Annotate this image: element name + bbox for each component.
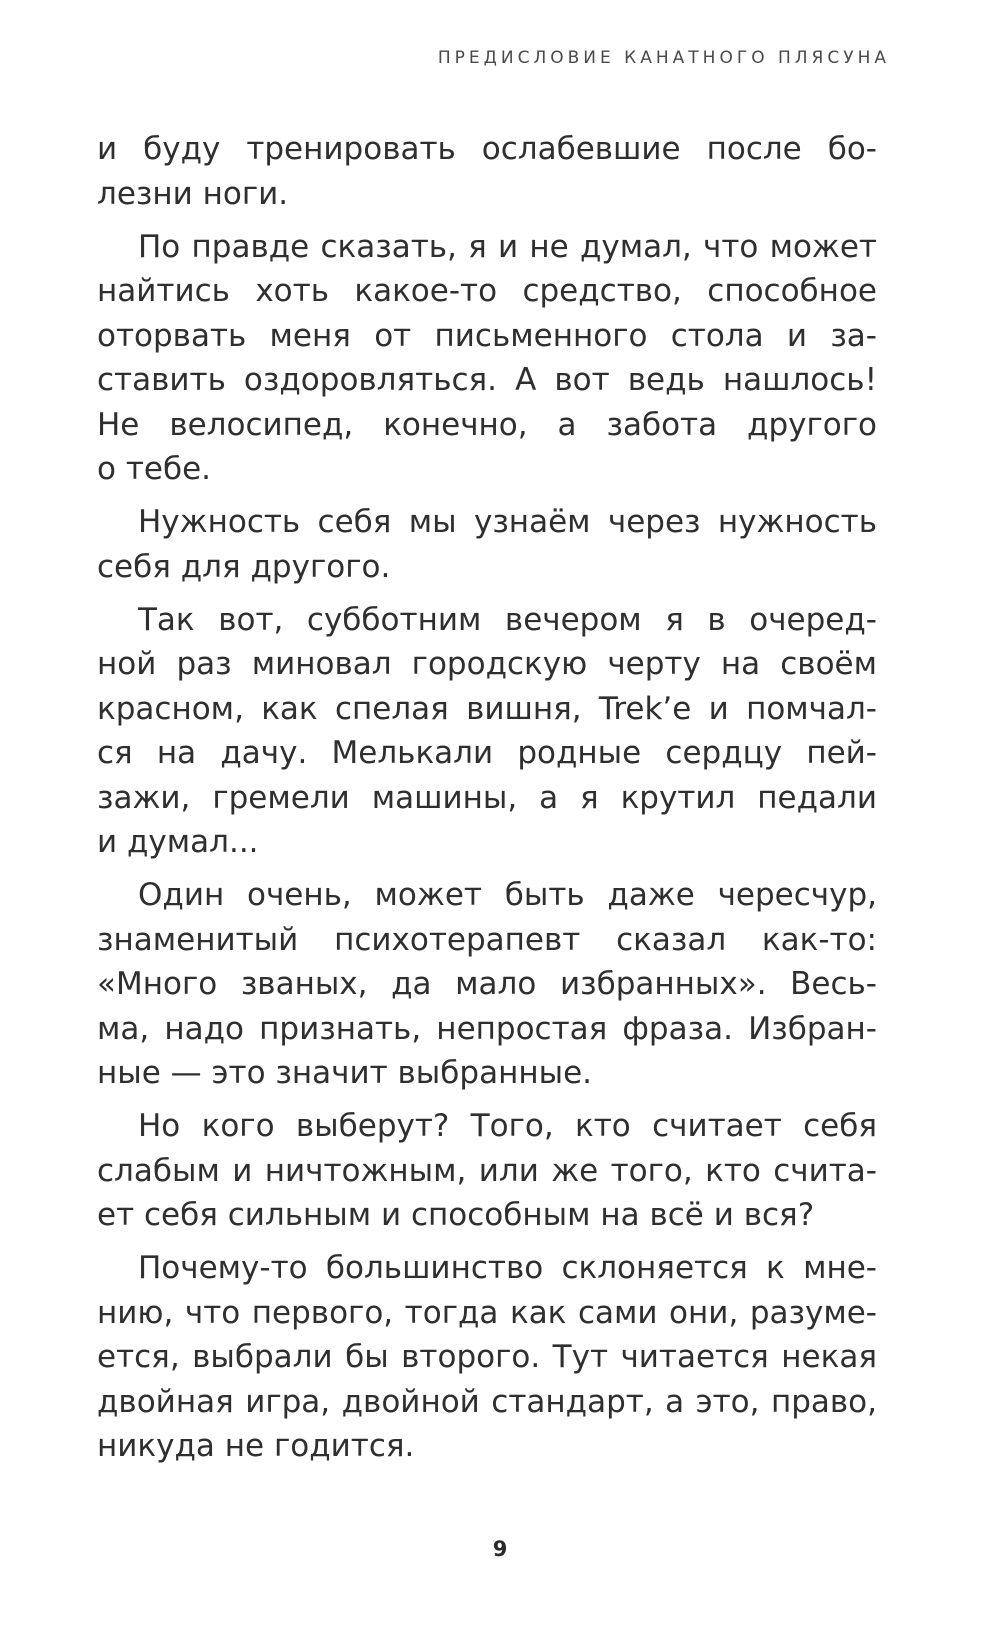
text-line: По правде сказать, я и не думал, что может [138, 228, 877, 265]
text-line: знаменитый психотерапевт сказал как-то: [97, 921, 877, 958]
page-number: 9 [492, 1537, 508, 1561]
text-line: и думал... [97, 824, 259, 860]
text-line: Не велосипед, конечно, а забота другого [97, 406, 877, 443]
text-line: нию, что первого, тогда как сами они, разуме- [97, 1294, 877, 1331]
body-text [97, 127, 877, 1469]
text-line: оторвать меня от письменного стола и за- [97, 317, 877, 354]
text-line: двойная игра, двойной стандарт, а это, право, [97, 1383, 877, 1420]
text-line: Но кого выберут? Того, кто считает себя [138, 1108, 877, 1144]
text-line: красном, как спелая вишня, Trek’е и помчал- [97, 690, 877, 727]
text-line: Так вот, субботним вечером я в очеред- [138, 601, 877, 638]
text-line: Почему-то большинство склоняется к мне- [138, 1250, 877, 1286]
text-line: ется, выбрали бы второго. Тут читается некая [97, 1339, 877, 1375]
text-line: ставить оздоровляться. А вот ведь нашлось! [97, 362, 877, 398]
text-line: ма, надо признать, непростая фраза. Избран- [97, 1010, 877, 1047]
text-line: зажи, гремели машины, а я крутил педали [97, 779, 877, 816]
running-head: ПРЕДИСЛОВИЕ КАНАТНОГО ПЛЯСУНА [437, 48, 890, 68]
text-line: слабым и ничтожным, или же того, кто счита- [97, 1152, 877, 1189]
text-line: никуда не годится. [97, 1428, 415, 1464]
text-line: Нужность себя мы узнаём через нужность [138, 504, 877, 540]
text-line: ные — это значит выбранные. [97, 1055, 593, 1091]
text-line: лезни ноги. [97, 175, 289, 212]
text-line: себя для другого. [97, 548, 391, 585]
text-line: Один очень, может быть даже чересчур, [138, 877, 877, 913]
text-line: ся на дачу. Мелькали родные сердцу пей- [97, 735, 877, 771]
text-line: ной раз миновал городскую черту на своём [97, 646, 877, 682]
text-line: о тебе. [97, 451, 211, 487]
text-line: найтись хоть какое-то средство, способное [97, 273, 877, 309]
text-line: ет себя сильным и способным на всё и вся? [97, 1197, 815, 1233]
text-line: «Много званых, да мало избранных». Весь- [97, 966, 877, 1002]
text-line: и буду тренировать ослабевшие после бо- [97, 131, 877, 167]
